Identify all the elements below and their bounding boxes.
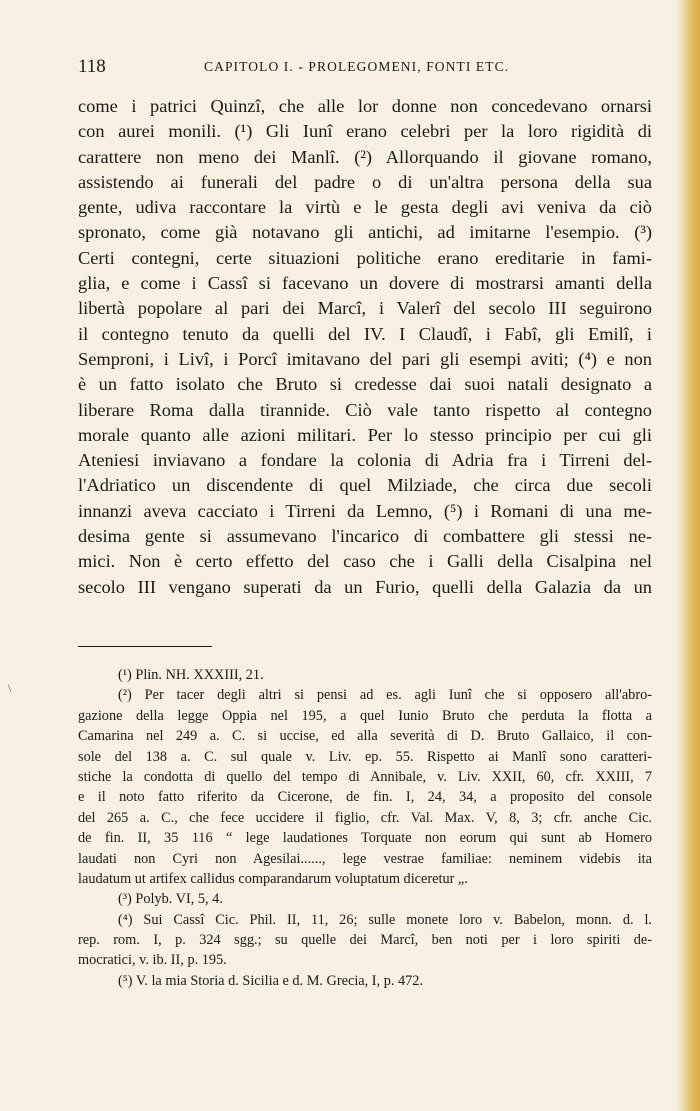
page-edge-shading xyxy=(676,0,700,1111)
body-line: gente, udiva raccontare la virtù e le gesta degli avi veniva da ciò xyxy=(78,197,652,218)
footnote-line: de fin. II, 35 116 “ lege laudationes Torquate non eorum qui sunt ab Homero xyxy=(78,830,652,847)
footnote-line: (⁴) Sui Cassî Cic. Phil. II, 11, 26; sulle monete loro v. Babelon, monn. d. l. xyxy=(118,911,652,928)
body-line: libertà popolare al pari dei Marcî, i Valerî del secolo III seguirono xyxy=(78,298,652,319)
body-line: desima gente si assumevano l'incarico di combattere gli stessi ne- xyxy=(78,526,652,547)
footnote-line: (¹) Plin. NH. XXXIII, 21. xyxy=(118,667,264,683)
body-line: assistendo ai funerali del padre o di un'altra persona della sua xyxy=(78,171,652,192)
footnote-divider xyxy=(78,646,212,647)
footnote-line: Camarina nel 249 a. C. si uccise, ed alla severità di D. Bruto Gallaico, il con- xyxy=(78,728,652,745)
footnote-line: (³) Polyb. VI, 5, 4. xyxy=(118,891,223,908)
body-line: innanzi aveva cacciato i Tirreni da Lemno, (⁵) i Romani di una me- xyxy=(78,500,652,521)
footnote-line: (⁵) V. la mia Storia d. Sicilia e d. M. Grecia, I, p. 472. xyxy=(118,972,424,989)
body-line: Ateniesi inviavano a fondare la colonia di Adria fra i Tirreni del- xyxy=(78,450,652,471)
page-number: 118 xyxy=(78,56,106,77)
footnote-line: laudati non Cyri non Agesilai......, lege vestrae familiae: neminem videbis ita xyxy=(78,850,652,867)
footnote-line: laudatum ut artifex callidus comparandarum voluptatum diceretur „. xyxy=(78,870,468,887)
body-line: è un fatto isolato che Bruto si credesse dai suoi natali designato a xyxy=(78,374,652,395)
body-text xyxy=(78,94,652,600)
body-line: glia, e come i Cassî si facevano un dovere di mostrarsi amanti della xyxy=(78,273,652,294)
footnote-line: mocratici, v. ib. II, p. 195. xyxy=(78,952,227,969)
body-line: mici. Non è certo effetto del caso che i Galli della Cisalpina nel xyxy=(78,551,652,572)
body-line: con aurei monili. (¹) Gli Iunî erano celebri per la loro rigidità di xyxy=(78,121,652,142)
footnote-line: (²) Per tacer degli altri si pensi ad es. agli Iunî che si opposero all'abro- xyxy=(118,687,652,704)
footnote-line: sole del 138 a. C. sul quale v. Liv. ep. 55. Rispetto ai Manlî sono caratteri- xyxy=(78,748,652,765)
body-line: come i patrici Quinzî, che alle lor donne non concedevano ornarsi xyxy=(78,96,652,116)
body-line: spronato, come già notavano gli antichi, ad imitarne l'esempio. (³) xyxy=(78,222,652,243)
footnote-line: rep. rom. I, p. 324 sgg.; su quelle dei Marcî, ben noti per i loro spiriti de- xyxy=(78,932,652,949)
running-head xyxy=(78,56,652,80)
footnote-line: e il noto fatto riferito da Cicerone, de fin. I, 24, 34, a proposito del console xyxy=(78,789,652,806)
footnotes xyxy=(78,665,652,991)
footnote-line: gazione della legge Oppia nel 195, a quel Iunio Bruto che perduta la flotta a xyxy=(78,707,652,724)
body-line: Semproni, i Livî, i Porcî imitavano del pari gli esempi aviti; (⁴) e non xyxy=(78,348,652,369)
body-line: il contegno tenuto da quelli del IV. I Claudî, i Fabî, gli Emilî, i xyxy=(78,323,652,344)
footnote-line: del 265 a. C., che fece uccidere il figlio, cfr. Val. Max. V, 8, 3; cfr. anche Cic. xyxy=(78,809,652,826)
body-line: Certi contegni, certe situazioni politiche erano ereditarie in fami- xyxy=(78,247,652,268)
body-line: morale quanto alle azioni militari. Per lo stesso principio per cui gli xyxy=(78,424,652,445)
stray-mark: \ xyxy=(8,681,12,695)
body-line: secolo III vengano superati da un Furio, quelli della Galazia da un xyxy=(78,576,652,597)
body-line: l'Adriatico un discendente di quel Milziade, che circa due secoli xyxy=(78,475,652,496)
footnote-line: stiche la condotta di quello del tempo di Annibale, v. Liv. XXII, 60, cfr. XXIII, 7 xyxy=(78,768,652,785)
body-line: carattere non meno dei Manlî. (²) Allorquando il giovane romano, xyxy=(78,146,652,167)
chapter-title: CAPITOLO I. - PROLEGOMENI, FONTI ETC. xyxy=(204,59,510,74)
body-line: liberare Roma dalla tirannide. Ciò vale tanto rispetto al contegno xyxy=(78,399,652,420)
